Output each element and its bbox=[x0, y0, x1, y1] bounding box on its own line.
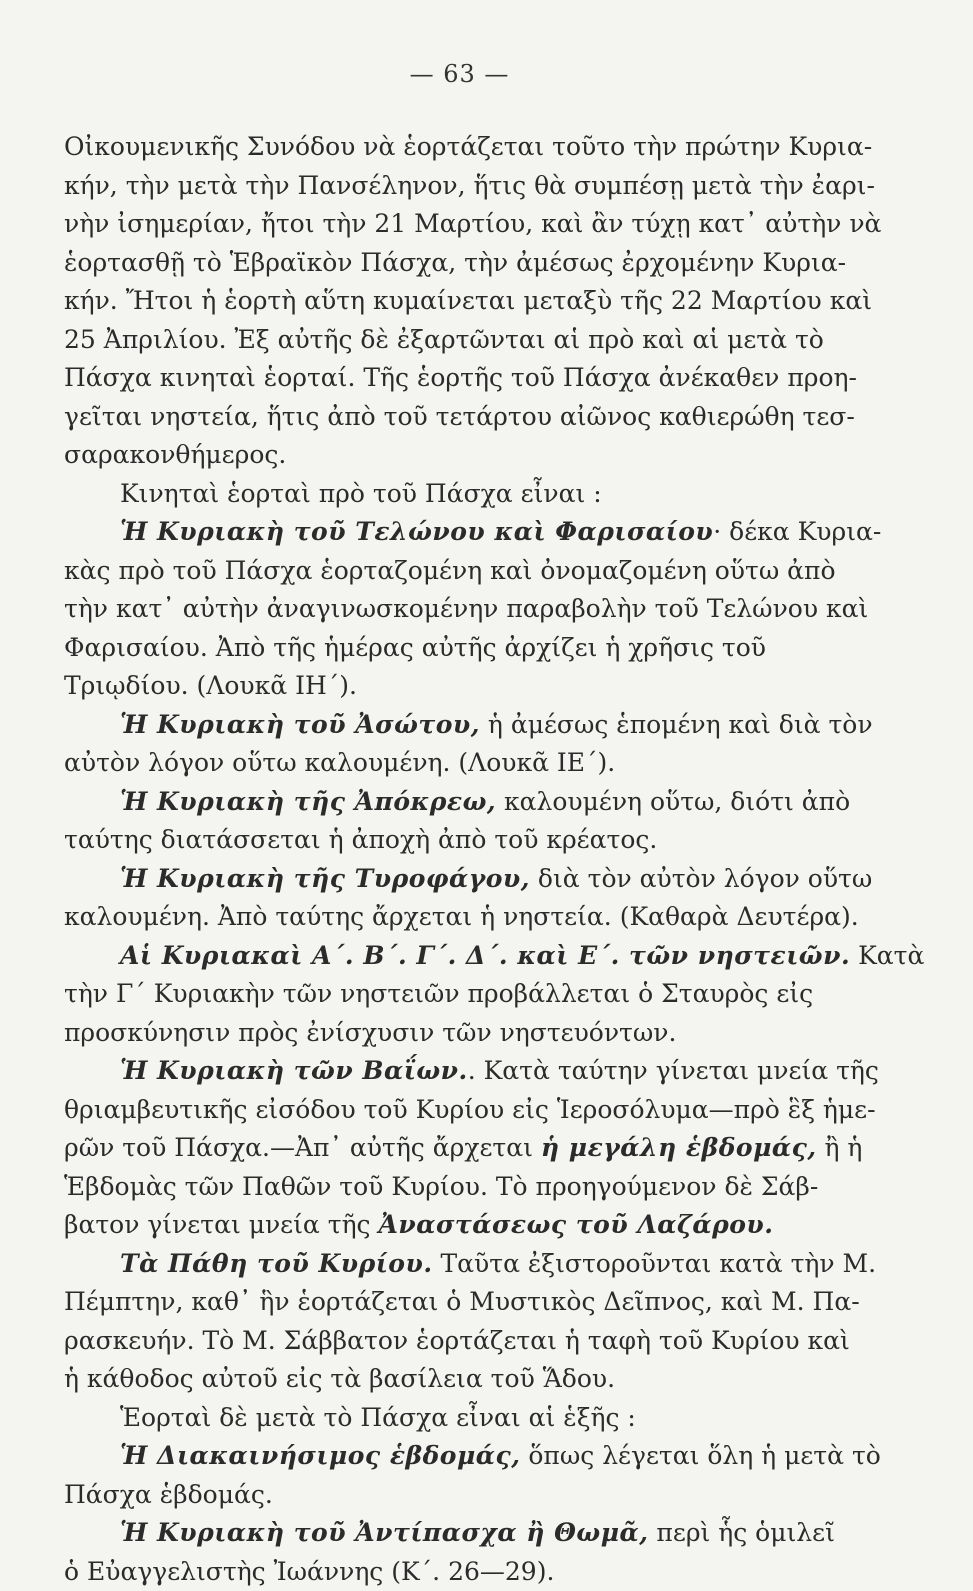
text-span: Κινηταὶ ἑορταὶ πρὸ τοῦ Πάσχα εἶναι : bbox=[120, 479, 602, 508]
text-line bbox=[64, 975, 835, 1014]
text-span: Φαρισαίου. Ἀπὸ τῆς ἡμέρας αὐτῆς ἀρχίζει ἡ χρῆσις τοῦ bbox=[64, 633, 766, 662]
heading-span: Ἀναστάσεως τοῦ Λαζάρου. bbox=[379, 1210, 774, 1239]
text-span: προσκύνησιν πρὸς ἐνίσχυσιν τῶν νηστευόντων. bbox=[64, 1018, 676, 1047]
text-span: Κατὰ bbox=[850, 941, 924, 970]
text-span: Ταῦτα ἐξιστοροῦνται κατὰ τὴν Μ. bbox=[433, 1249, 877, 1278]
text-line bbox=[64, 1129, 835, 1168]
text-line bbox=[64, 244, 835, 283]
text-span: αὐτὸν λόγον οὕτω καλουμένη. (Λουκᾶ ΙΕ΄). bbox=[64, 748, 615, 777]
heading-span: Ἡ Κυριακὴ τῆς Τυροφάγου, bbox=[120, 864, 530, 893]
text-line bbox=[64, 1437, 835, 1476]
text-line bbox=[64, 436, 835, 475]
text-line bbox=[64, 590, 835, 629]
text-line bbox=[64, 1360, 835, 1399]
text-line bbox=[64, 1322, 835, 1361]
text-span: καλουμένη. Ἀπὸ ταύτης ἄρχεται ἡ νηστεία. (Καθαρὰ Δευτέρα). bbox=[64, 902, 859, 931]
text-span: ἢ ἡ bbox=[817, 1133, 863, 1162]
text-span: θριαμβευτικῆς εἰσόδου τοῦ Κυρίου εἰς Ἱεροσόλυμα—πρὸ ἓξ ἡμε- bbox=[64, 1095, 876, 1124]
text-line bbox=[64, 1399, 835, 1438]
text-span: 25 Ἀπριλίου. Ἐξ αὐτῆς δὲ ἐξαρτῶνται αἱ πρὸ καὶ αἱ μετὰ τὸ bbox=[64, 325, 824, 354]
heading-span: Ἡ Κυριακὴ τῆς Ἀπόκρεω, bbox=[120, 787, 496, 816]
text-span: σαρακονθήμερος. bbox=[64, 440, 286, 469]
text-span: ρῶν τοῦ Πάσχα.—Ἀπ᾽ αὐτῆς ἄρχεται bbox=[64, 1133, 541, 1162]
text-span: Ἑβδομὰς τῶν Παθῶν τοῦ Κυρίου. Τὸ προηγούμενον δὲ Σάβ- bbox=[64, 1172, 818, 1201]
heading-span: Αἱ Κυριακαὶ Α΄. Β΄. Γ΄. Δ΄. καὶ Ε΄. τῶν νηστειῶν. bbox=[120, 941, 850, 970]
text-line bbox=[64, 1052, 835, 1091]
text-span: περὶ ἧς ὁμιλεῖ bbox=[648, 1518, 834, 1547]
page-number: — 63 — bbox=[64, 60, 835, 88]
text-span: ὁ Εὐαγγελιστὴς Ἰωάννης (Κ΄. 26—29). bbox=[64, 1557, 554, 1586]
text-line bbox=[64, 860, 835, 899]
body-text bbox=[64, 128, 835, 1591]
heading-span: ἡ μεγάλη ἑβδομάς, bbox=[541, 1133, 817, 1162]
text-line bbox=[64, 667, 835, 706]
text-span: Οἰκουμενικῆς Συνόδου νὰ ἑορτάζεται τοῦτο τὴν πρώτην Κυρια- bbox=[64, 132, 872, 161]
text-line bbox=[64, 1206, 835, 1245]
text-line bbox=[64, 1514, 835, 1553]
text-line bbox=[64, 1168, 835, 1207]
text-span: Πάσχα ἑβδομάς. bbox=[64, 1480, 273, 1509]
text-span: νὴν ἰσημερίαν, ἤτοι τὴν 21 Μαρτίου, καὶ ἂν τύχῃ κατ᾽ αὐτὴν νὰ bbox=[64, 209, 881, 238]
text-line bbox=[64, 1091, 835, 1130]
text-line bbox=[64, 629, 835, 668]
text-line bbox=[64, 128, 835, 167]
text-span: ὅπως λέγεται ὅλη ἡ μετὰ τὸ bbox=[520, 1441, 880, 1470]
text-line bbox=[64, 205, 835, 244]
text-span: τὴν κατ᾽ αὐτὴν ἀναγινωσκομένην παραβολὴν τοῦ Τελώνου καὶ bbox=[64, 594, 868, 623]
text-line bbox=[64, 898, 835, 937]
text-span: . Κατὰ ταύτην γίνεται μνεία τῆς bbox=[468, 1056, 879, 1085]
text-span: κήν. Ἤτοι ἡ ἑορτὴ αὕτη κυμαίνεται μεταξὺ τῆς 22 Μαρτίου καὶ bbox=[64, 286, 872, 315]
text-line bbox=[64, 1476, 835, 1515]
text-span: Πάσχα κινηταὶ ἑορταί. Τῆς ἑορτῆς τοῦ Πάσχα ἀνέκαθεν προη- bbox=[64, 363, 857, 392]
text-span: διὰ τὸν αὐτὸν λόγον οὕτω bbox=[530, 864, 872, 893]
text-span: ἡ ἀμέσως ἑπομένη καὶ διὰ τὸν bbox=[480, 710, 873, 739]
text-span: τὴν Γ΄ Κυριακὴν τῶν νηστειῶν προβάλλεται ὁ Σταυρὸς εἰς bbox=[64, 979, 813, 1008]
text-line bbox=[64, 744, 835, 783]
text-line bbox=[64, 552, 835, 591]
text-line bbox=[64, 321, 835, 360]
text-span: Ἑορταὶ δὲ μετὰ τὸ Πάσχα εἶναι αἱ ἑξῆς : bbox=[120, 1403, 636, 1432]
text-span: ταύτης διατάσσεται ἡ ἀποχὴ ἀπὸ τοῦ κρέατος. bbox=[64, 825, 657, 854]
text-span: κὰς πρὸ τοῦ Πάσχα ἑορταζομένη καὶ ὀνομαζομένη οὕτω ἀπὸ bbox=[64, 556, 836, 585]
text-line bbox=[64, 359, 835, 398]
heading-span: Τὰ Πάθη τοῦ Κυρίου. bbox=[120, 1249, 433, 1278]
text-line bbox=[64, 513, 835, 552]
heading-span: Ἡ Κυριακὴ τῶν Βαΐων. bbox=[120, 1056, 468, 1085]
text-line bbox=[64, 1553, 835, 1591]
text-span: ἡ κάθοδος αὐτοῦ εἰς τὰ βασίλεια τοῦ Ἅδου. bbox=[64, 1364, 615, 1393]
text-line bbox=[64, 398, 835, 437]
text-span: ρασκευήν. Τὸ Μ. Σάββατον ἑορτάζεται ἡ ταφὴ τοῦ Κυρίου καὶ bbox=[64, 1326, 850, 1355]
text-line bbox=[64, 783, 835, 822]
text-line bbox=[64, 1283, 835, 1322]
text-span: Πέμπτην, καθ᾽ ἣν ἑορτάζεται ὁ Μυστικὸς Δεῖπνος, καὶ Μ. Πα- bbox=[64, 1287, 860, 1316]
text-span: · δέκα Κυρια- bbox=[713, 517, 881, 546]
text-line bbox=[64, 1014, 835, 1053]
text-span: καλουμένη οὕτω, διότι ἀπὸ bbox=[496, 787, 850, 816]
text-line bbox=[64, 167, 835, 206]
text-line bbox=[64, 1245, 835, 1284]
text-line bbox=[64, 282, 835, 321]
text-line bbox=[64, 475, 835, 514]
heading-span: Ἡ Κυριακὴ τοῦ Τελώνου καὶ Φαρισαίου bbox=[120, 517, 713, 546]
text-line bbox=[64, 821, 835, 860]
heading-span: Ἡ Κυριακὴ τοῦ Ἀσώτου, bbox=[120, 710, 480, 739]
text-span: Τριῳδίου. (Λουκᾶ ΙΗ΄). bbox=[64, 671, 357, 700]
text-line bbox=[64, 706, 835, 745]
text-span: γεῖται νηστεία, ἥτις ἀπὸ τοῦ τετάρτου αἰῶνος καθιερώθη τεσ- bbox=[64, 402, 855, 431]
heading-span: Ἡ Κυριακὴ τοῦ Ἀντίπασχα ἢ Θωμᾶ, bbox=[120, 1518, 648, 1547]
text-line bbox=[64, 937, 835, 976]
heading-span: Ἡ Διακαινήσιμος ἑβδομάς, bbox=[120, 1441, 520, 1470]
text-span: ἑορτασθῇ τὸ Ἑβραϊκὸν Πάσχα, τὴν ἀμέσως ἐρχομένην Κυρια- bbox=[64, 248, 846, 277]
text-span: βατον γίνεται μνεία τῆς bbox=[64, 1210, 379, 1239]
text-span: κήν, τὴν μετὰ τὴν Πανσέληνον, ἥτις θὰ συμπέσῃ μετὰ τὴν ἐαρι- bbox=[64, 171, 875, 200]
